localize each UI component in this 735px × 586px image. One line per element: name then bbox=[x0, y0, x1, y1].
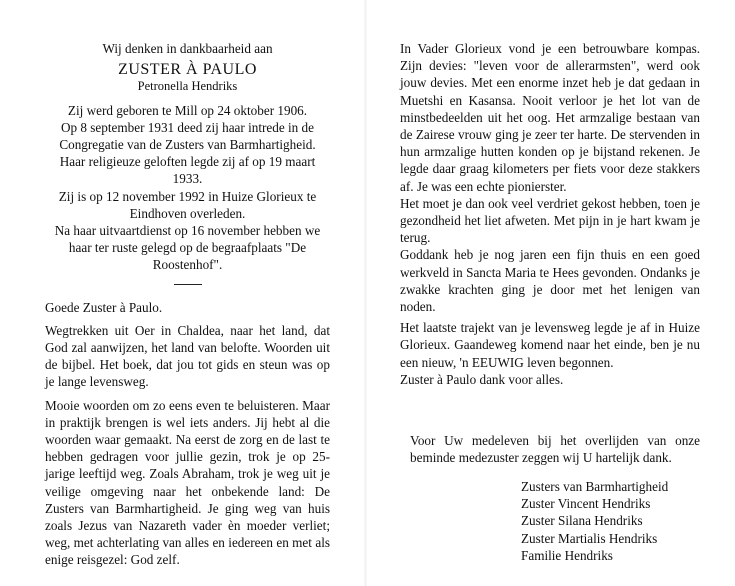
bio-line: Haar religieuze geloften legde zij af op 19 maart 1933. bbox=[59, 154, 316, 187]
bio-line: Na haar uitvaartdienst op 16 november hebben we haar ter ruste gelegd op de begraafplaats "De Roostenhof". bbox=[54, 223, 321, 273]
paragraph: In Vader Glorieux vond je een betrouwbare kompas. Zijn devies: "leven voor de allerarmsten", werd ook jouw devies. Met een enorme inzet heb je dat gedaan in Muetshi en Kasansa. Nooit verloor je het lot van de minstbedeelden uit het oog. Het armzalige bestaan van de Zairese vrouw ging je zeer ter harte. De stervenden in hun armzalige hutten konden op je bijstand rekenen. Je legde daar graag kilometers per fiets voor deze stakkers af. Je was een echte pionierster. bbox=[400, 41, 700, 194]
signatures bbox=[521, 478, 668, 564]
signature-line: Familie Hendriks bbox=[521, 547, 613, 563]
bio-line: Op 8 september 1931 deed zij haar intrede in de Congregatie van de Zusters van Barmhartigheid. bbox=[59, 119, 316, 153]
deceased-name: ZUSTER À PAULO bbox=[118, 61, 257, 79]
paragraph: Mooie woorden om zo eens even te beluisteren. Maar in praktijk brengen is wel iets anders. Jij hebt al die woorden waar gemaakt. Na eerst de zorg en de last te hebben gedragen voor jullie gezin, trok je op 25-jarige leeftijd weg. Zoals Abraham, trok je weg uit je veilige omgeving naar het onbekende land: De Zusters van Barmhartigheid. Je ging weg van huis zoals Jezus van Nazareth vader èn moeder verliet; weg, met achterlating van alles en iedereen en met als enige reisgezel: God zelf. bbox=[45, 397, 330, 568]
fold-line bbox=[364, 0, 367, 586]
bio-line: Zij werd geboren te Mill op 24 oktober 1906. bbox=[67, 102, 308, 118]
left-column bbox=[45, 40, 330, 569]
intro-line: Wij denken in dankbaarheid aan bbox=[102, 41, 273, 56]
signature-line: Zuster Silana Hendriks bbox=[521, 513, 643, 529]
signature-line: Zusters van Barmhartigheid bbox=[521, 479, 669, 494]
closing-thanks-line: Zuster à Paulo dank voor alles. bbox=[400, 371, 564, 387]
paragraph: Goddank heb je nog jaren een fijn thuis en een goed werkveld in Sancta Maria te Hees gevonden. Ondanks je zwakke krachten ging je door met het lenigen van noden. bbox=[400, 247, 700, 315]
signature-line: Zuster Vincent Hendriks bbox=[521, 496, 651, 512]
right-column bbox=[400, 40, 700, 388]
paragraph: Wegtrekken uit Oer in Chaldea, naar het land, dat God zal aanwijzen, het land van belofte. Woorden uit de bijbel. Het boek, dat jou tot gids en steun was op je lange levensweg. bbox=[45, 322, 330, 390]
paragraph: Het laatste trajekt van je levensweg legde je af in Huize Glorieux. Gaandeweg komend naar het einde, ben je nu een nieuw, 'n EEUWIG leven begonnen. bbox=[400, 320, 700, 370]
condolence-thanks: Voor Uw medeleven bij het overlijden van onze beminde medezuster zeggen wij U hartelijk dank. bbox=[410, 433, 700, 466]
separator-rule bbox=[174, 284, 202, 285]
salutation: Goede Zuster à Paulo. bbox=[45, 299, 163, 315]
civil-name: Petronella Hendriks bbox=[137, 79, 238, 94]
signature-line: Zuster Martialis Hendriks bbox=[521, 530, 658, 546]
bio-line: Zij is op 12 november 1992 in Huize Glorieux te Eindhoven overleden. bbox=[58, 188, 317, 221]
paragraph: Het moet je dan ook veel verdriet gekost hebben, toen je gezondheid het liet afweten. Met pijn in je hart kwam je terug. bbox=[400, 195, 700, 246]
